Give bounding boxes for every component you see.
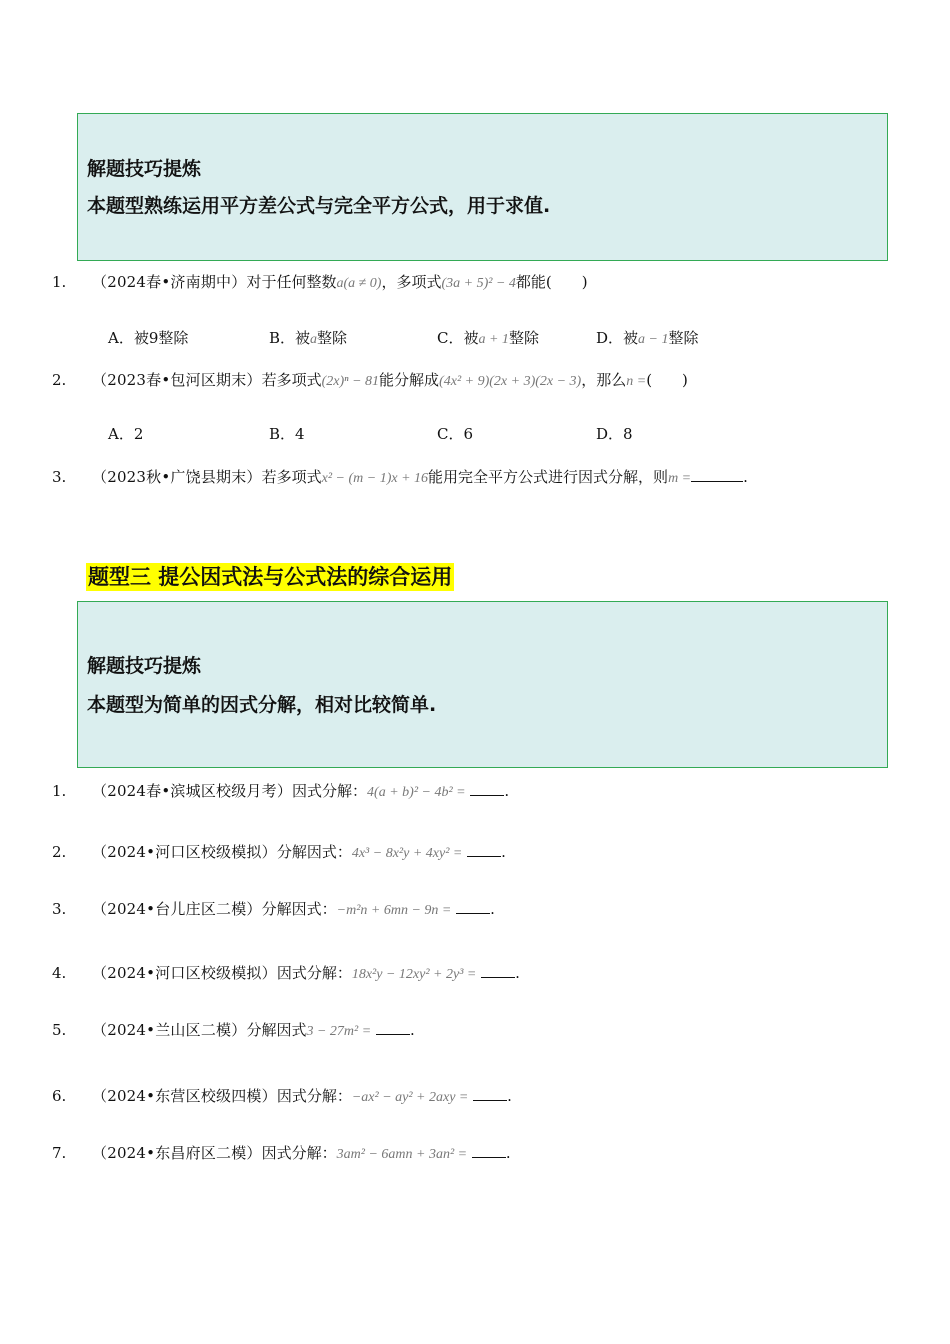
option-d: D．被a − 1整除 <box>596 329 699 347</box>
answer-blank <box>472 1143 506 1158</box>
math-expression: a(a ≠ 0) <box>336 276 382 291</box>
question-item: 4. （2024•河口区校级模拟）因式分解：18x²y − 12xy² + 2y³ = . <box>52 964 520 982</box>
question-source: （2024春•滨城区校级月考） <box>92 782 293 800</box>
math-expression: n = <box>626 374 647 389</box>
option-b: B．4 <box>269 425 305 443</box>
answer-paren: ( ) <box>545 273 588 291</box>
question-source: （2024•兰山区二模） <box>92 1021 247 1039</box>
question-text: 分解因式 <box>246 1021 307 1039</box>
question-item: 3. （2023秋•广饶县期末）若多项式x² − (m − 1)x + 16能用完全平方公式进行因式分解，则m = . <box>52 468 748 486</box>
option-b: B．被a整除 <box>269 329 348 347</box>
question-item: 7. （2024•东昌府区二模）因式分解：3am² − 6amn + 3an² = . <box>52 1144 511 1162</box>
question-source: （2024•河口区校级模拟） <box>92 843 277 861</box>
question-item <box>52 271 588 292</box>
question-number: 1. <box>52 273 67 291</box>
question-text: 因式分解： <box>261 1144 337 1162</box>
question-item <box>52 369 688 390</box>
math-expression: m = <box>668 471 692 486</box>
question-source: （2024•东营区校级四模） <box>92 1087 277 1105</box>
question-number: 2. <box>52 371 67 389</box>
question-item: 5. （2024•兰山区二模）分解因式3 − 27m² = . <box>52 1021 415 1039</box>
tip-box <box>77 113 888 261</box>
math-expression: 4x³ − 8x²y + 4xy² = <box>351 846 463 861</box>
question-item: 6. （2024•东营区校级四模）因式分解：−ax² − ay² + 2axy = . <box>52 1087 512 1105</box>
option-c: C．被a + 1整除 <box>437 329 539 347</box>
question-item: 1. （2024春•滨城区校级月考）因式分解：4(a + b)² − 4b² = . <box>52 782 510 800</box>
question-source: （2024春•济南期中） <box>92 273 247 291</box>
question-text: 能分解成 <box>379 371 440 389</box>
math-expression: 4(a + b)² − 4b² = <box>367 785 466 800</box>
question-text: 能用完全平方公式进行因式分解，则 <box>428 468 669 486</box>
tip-body: 本题型为简单的因式分解，相对比较简单. <box>87 694 437 716</box>
answer-blank <box>691 467 743 482</box>
question-source: （2024•河口区校级模拟） <box>92 964 277 982</box>
question-text: 因式分解： <box>276 964 352 982</box>
question-text: 因式分解： <box>276 1087 352 1105</box>
answer-blank <box>470 781 504 796</box>
option-a: A．2 <box>108 425 144 443</box>
math-expression: (3a + 5)² − 4 <box>441 276 516 291</box>
answer-blank <box>467 842 501 857</box>
answer-blank <box>456 899 490 914</box>
question-text: 因式分解： <box>292 782 368 800</box>
answer-blank <box>376 1020 410 1035</box>
question-number: 2. <box>52 843 67 861</box>
math-expression: −ax² − ay² + 2axy = <box>351 1090 469 1105</box>
question-item: 2. （2024•河口区校级模拟）分解因式：4x³ − 8x²y + 4xy² = . <box>52 843 506 861</box>
question-number: 3. <box>52 468 67 486</box>
question-text: 若多项式 <box>261 371 322 389</box>
section-heading: 题型三 提公因式法与公式法的综合运用 <box>88 565 453 589</box>
math-expression: x² − (m − 1)x + 16 <box>321 471 429 486</box>
math-expression: (2x)ⁿ − 81 <box>321 374 380 389</box>
question-source: （2023春•包河区期末） <box>92 371 262 389</box>
tip-box <box>77 601 888 768</box>
question-number: 4. <box>52 964 67 982</box>
question-text: 若多项式 <box>261 468 322 486</box>
math-expression: (4x² + 9)(2x + 3)(2x − 3) <box>439 374 582 389</box>
question-number: 1. <box>52 782 67 800</box>
answer-blank <box>473 1086 507 1101</box>
option-d: D．8 <box>596 425 633 443</box>
question-text: ，那么 <box>581 371 627 389</box>
question-source: （2024•台儿庄区二模） <box>92 900 262 918</box>
tip-title: 解题技巧提炼 <box>87 158 202 180</box>
tip-body: 本题型熟练运用平方差公式与完全平方公式，用于求值. <box>87 195 551 217</box>
question-number: 7. <box>52 1144 67 1162</box>
question-number: 5. <box>52 1021 67 1039</box>
question-source: （2023秋•广饶县期末） <box>92 468 262 486</box>
math-expression: 3 − 27m² = <box>306 1024 372 1039</box>
question-item: 3. （2024•台儿庄区二模）分解因式：−m²n + 6mn − 9n = . <box>52 900 495 918</box>
math-expression: 18x²y − 12xy² + 2y³ = <box>351 967 477 982</box>
math-expression: −m²n + 6mn − 9n = <box>336 903 452 918</box>
answer-paren: ( ) <box>646 371 688 389</box>
question-number: 6. <box>52 1087 67 1105</box>
math-expression: 3am² − 6amn + 3an² = <box>336 1147 468 1162</box>
question-text: ，多项式 <box>381 273 442 291</box>
question-text: 都能 <box>515 273 546 291</box>
option-c: C．6 <box>437 425 474 443</box>
answer-blank <box>481 963 515 978</box>
question-text: 对于任何整数 <box>246 273 337 291</box>
question-text: 分解因式： <box>261 900 337 918</box>
question-source: （2024•东昌府区二模） <box>92 1144 262 1162</box>
question-number: 3. <box>52 900 67 918</box>
tip-title: 解题技巧提炼 <box>87 655 202 677</box>
question-text: 分解因式： <box>276 843 352 861</box>
option-a: A．被9整除 <box>108 329 189 347</box>
